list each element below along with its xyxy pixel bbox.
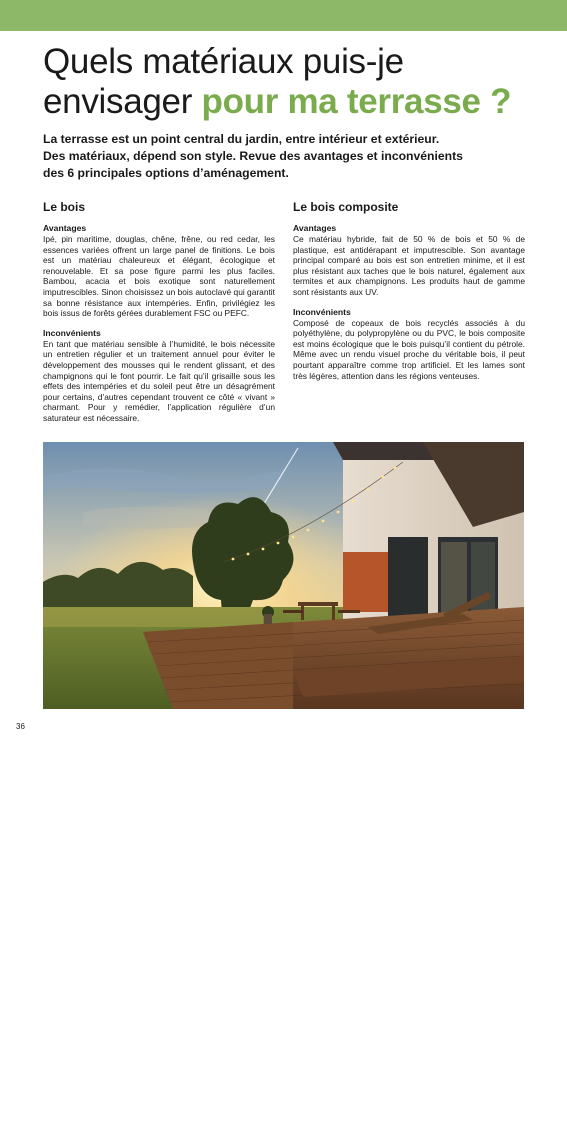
cons-heading: Inconvénients (293, 306, 351, 317)
intro-line-1: La terrasse est un point central du jardin, entre intérieur et extérieur. (43, 132, 440, 146)
top-color-bar (0, 0, 567, 31)
section-bois (43, 200, 275, 433)
pros-text: Ipé, pin maritime, douglas, chêne, frêne, ou red cedar, les essences variées offrent un large panel de finitions. Le bois est un matériau chaleureux et élégant, écologique et renouvelable. Et sa pose figure parmi les plus faciles. Bambou, acacia et bois exotique sont naturellement imputrescibles. Sinon choisissez un bois autoclavé qui garantit sa bonne résistance aux intempéries. Enfin, privilégiez les bois issus de forêts gérées durablement FSC ou PEFC. (43, 234, 275, 319)
intro-line-2: Des matériaux, dépend son style. Revue des avantages et inconvénients (43, 149, 463, 163)
cons-heading: Inconvénients (43, 327, 101, 338)
pros-heading: Avantages (43, 223, 87, 233)
title-line-1: Quels matériaux puis-je (43, 42, 404, 81)
section-bois-composite (293, 200, 525, 390)
terrace-photo (43, 442, 557, 1132)
section-title: Le bois (43, 200, 86, 214)
section-title: Le bois composite (293, 200, 399, 214)
intro-paragraph (43, 131, 523, 182)
page-number: 36 (16, 722, 25, 731)
photo-credit: ©Ursa Kr.shutterstock.com (551, 1070, 557, 1132)
intro-line-3: des 6 principales options d’aménagement. (43, 166, 289, 180)
cons-text: En tant que matériau sensible à l’humidité, le bois nécessite un entretien régulier et un traitement annuel pour éviter le développement des mousses qui le rendent glissant, et des champignons qui le font pourrir. Le fait qu’il grisaille sous les effets des intempéries et du soleil peut être un désagrément pour certains, d’autres cependant trouvent ce côté « vivant » charmant. Pour y remédier, l’application régulière d’un saturateur est nécessaire. (43, 338, 275, 423)
title-line-2-accent: pour ma terrasse ? (201, 82, 512, 121)
page-title (43, 42, 553, 122)
pros-text: Ce matériau hybride, fait de 50 % de bois et 50 % de plastique, est antidérapant et imputrescible. Son avantage principal comparé au bois est son entretien minime, et il est plus résistant aux taches que le bois naturel, également aux termites et aux champignons. Les produits haut de gamme sont résistants aux UV. (293, 234, 525, 297)
cons-text: Composé de copeaux de bois recyclés associés à du polyéthylène, du polypropylène ou du PVC, le bois composite est moins écologique que le bois puisqu’il contient du pétrole. Même avec un rendu visuel proche du véritable bois, il peut pourtant apparaître comme trop artificiel. Et les lames sont très légères, attention dans les régions venteuses. (293, 317, 525, 381)
terrace-illustration (43, 442, 524, 709)
title-line-2-plain: envisager (43, 82, 202, 121)
pros-heading: Avantages (293, 223, 337, 233)
